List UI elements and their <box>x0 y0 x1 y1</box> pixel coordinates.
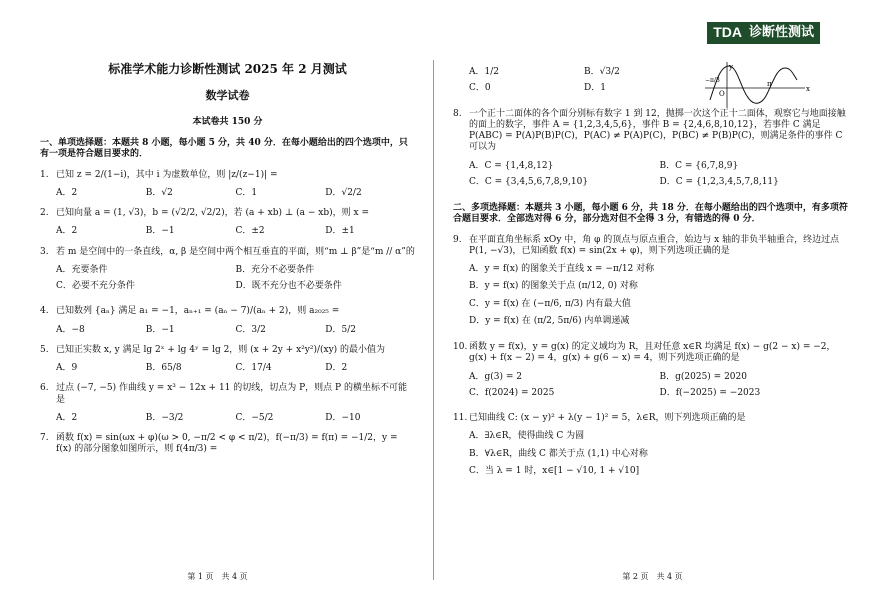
graph-label-y: y <box>729 63 733 71</box>
question-number: 8. <box>453 108 462 119</box>
badge-brand: TDA <box>708 23 747 43</box>
option-c: C．0 <box>469 83 491 94</box>
option-b: B．√2 <box>145 187 173 198</box>
option-d: D．√2/2 <box>325 187 362 198</box>
question-11 <box>453 413 850 424</box>
question-number: 4. <box>40 306 49 317</box>
option-c: C．±2 <box>235 226 265 237</box>
option-d: D．2 <box>325 363 348 373</box>
question-number: 2. <box>40 208 49 218</box>
option-b: B．√3/2 <box>584 67 620 77</box>
option-b: B．−3/2 <box>145 412 184 423</box>
question-7 <box>40 433 415 456</box>
option-c: C．3/2 <box>235 324 266 335</box>
option-a: A．∃λ∈R，使得曲线 C 为圆 <box>469 431 585 442</box>
page-footer-1: 第 1 页 共 4 页 <box>187 572 248 581</box>
question-4 <box>40 306 415 317</box>
question-number: 6. <box>40 383 49 394</box>
question-number: 10. <box>453 342 468 352</box>
option-a: A．g(3) = 2 <box>469 371 522 382</box>
option-d: D．f(−2025) = −2023 <box>659 387 761 398</box>
option-a: A．C = {1,4,8,12} <box>469 160 554 171</box>
question-text: 已知 z = 2/(1−i)，其中 i 为虚数单位，则 |z/(z−1)| = <box>56 169 278 180</box>
section-single-choice: 一、单项选择题：本题共 8 小题，每小题 5 分，共 40 分．在每小题给出的四个选项中，只有一项是符合题目要求的． <box>40 138 408 160</box>
question-text: 函数 y = f(x)，y = g(x) 的定义域均为 R，且对任意 x∈R 均满足 f(x) − g(2 − x) = −2，g(x) + f(x − 2) = 4，g(x) + g(6 − x) = 4，则下列选项正确的是 <box>469 342 836 364</box>
option-a: A．−8 <box>56 324 85 335</box>
question-text: 已知数列 {aₙ} 满足 a₁ = −1，aₙ₊₁ = (aₙ − 7)/(aₙ + 2)，则 a₂₀₂₅ = <box>56 306 340 317</box>
option-c: C．y = f(x) 在 (−π/6, π/3) 内有最大值 <box>469 298 631 309</box>
question-number: 5. <box>40 344 49 355</box>
option-a: A．1/2 <box>469 67 499 77</box>
option-d: D．5/2 <box>325 324 356 335</box>
question-text: 过点 (−7, −5) 作曲线 y = x³ − 12x + 11 的切线，切点为 P，则点 P 的横坐标不可能是 <box>56 383 407 405</box>
option-c: C．当 λ = 1 时，x∈[1 − √10, 1 + √10] <box>469 465 640 476</box>
option-c: C．17/4 <box>235 363 272 373</box>
option-b: B．C = {6,7,8,9} <box>659 160 739 171</box>
options-11 <box>469 431 850 483</box>
page-footer-2: 第 2 页 共 4 页 <box>622 572 683 581</box>
option-a: A．充要条件 <box>56 264 108 275</box>
option-c: C．C = {3,4,5,6,7,8,9,10} <box>469 176 589 187</box>
total-score: 本试卷共 150 分 <box>192 116 263 127</box>
option-a: A．y = f(x) 的图象关于直线 x = −π/12 对称 <box>469 264 655 274</box>
option-b: B．∀λ∈R，曲线 C 都关于点 (1,1) 中心对称 <box>469 448 648 459</box>
option-b: B．65/8 <box>145 363 182 373</box>
graph-label-origin: O <box>719 90 725 98</box>
options-9 <box>469 264 850 333</box>
section-multi-choice: 二、多项选择题：本题共 3 小题，每小题 6 分，共 18 分．在每小题给出的四个选项中，有多项符合题目要求．全部选对得 6 分，部分选对但不全得 3 分，有错选的得 0 分． <box>453 203 848 225</box>
question-text: 在平面直角坐标系 xOy 中，角 φ 的顶点与原点重合，始边与 x 轴的非负半轴重合，终边过点 P(1, −√3)，已知函数 f(x) = sin(2x + φ)，则下列选项正确的是 <box>469 234 840 256</box>
question-6 <box>40 383 415 406</box>
option-a: A．2 <box>56 226 78 237</box>
question-2 <box>40 208 415 219</box>
option-d: D．±1 <box>325 226 355 237</box>
options-4 <box>56 325 415 336</box>
option-b: B．y = f(x) 的图象关于点 (π/12, 0) 对称 <box>469 281 638 292</box>
option-c: C．−5/2 <box>235 412 274 423</box>
option-c: C．1 <box>235 187 258 198</box>
question-text: 一个正十二面体的各个面分别标有数字 1 到 12，抛掷一次这个正十二面体，观察它与地面接触的面上的数字，事件 A = {1,2,3,4,5,6}，事件 B = {2,4,6,8,10,12}，若事件 C 满足 P(ABC) = P(A)P(B)P(C)，P(AC) ≠ P(A)P(C)，P(BC) ≠ P(B)P(C)，则满足条件的事件 C 可以为 <box>469 108 846 153</box>
option-d: D．−10 <box>325 412 361 423</box>
option-c: C．必要不充分条件 <box>56 281 135 291</box>
exam-title: 标准学术能力诊断性测试 2025 年 2 月测试 <box>108 62 347 76</box>
question-text: 已知正实数 x, y 满足 lg 2ˣ + lg 4ʸ = lg 2，则 (x + 2y + x²y²)/(xy) 的最小值为 <box>56 344 386 355</box>
options-8 <box>469 161 850 194</box>
badge-text: 诊断性测试 <box>747 23 819 43</box>
graph-label-neg: −π/3 <box>705 77 720 84</box>
option-b: B．充分不必要条件 <box>235 264 315 275</box>
option-d: D．C = {1,2,3,4,5,7,8,11} <box>659 176 779 187</box>
question-number: 7. <box>40 433 49 443</box>
option-a: A．2 <box>56 412 78 423</box>
options-10 <box>469 372 850 405</box>
options-5 <box>56 363 415 374</box>
question-number: 1. <box>40 169 49 180</box>
option-d: D．既不充分也不必要条件 <box>235 281 342 291</box>
question-1 <box>40 170 415 181</box>
exam-subtitle: 数学试卷 <box>205 89 250 102</box>
options-3 <box>56 265 415 298</box>
question-number: 9. <box>453 234 462 245</box>
options-2 <box>56 226 415 237</box>
options-7 <box>469 67 699 100</box>
option-b: B．−1 <box>145 226 175 237</box>
question-text: 已知曲线 C: (x − y)² + λ(y − 1)² = 5，λ∈R，则下列选项正确的是 <box>469 413 746 423</box>
graph-label-pi: π <box>767 80 772 88</box>
question-8 <box>453 109 850 154</box>
option-c: C．f(2024) = 2025 <box>469 387 555 398</box>
question-number: 11. <box>453 413 468 423</box>
question-text: 已知向量 a = (1, √3)，b = (√2/2, √2/2)，若 (a + xb) ⊥ (a − xb)，则 x = <box>56 208 369 218</box>
option-d: D．1 <box>584 83 606 94</box>
question-10 <box>453 342 850 365</box>
option-d: D．y = f(x) 在 (π/2, 5π/6) 内单调递减 <box>469 315 630 326</box>
page-2 <box>435 0 870 612</box>
question-number: 3. <box>40 246 49 257</box>
question-text: 函数 f(x) = sin(ωx + φ)(ω > 0, −π/2 < φ < π/2)，f(−π/3) = f(π) = −1/2，y = f(x) 的部分图象如图所示，则 f(4π/3) = <box>56 433 398 455</box>
question-5 <box>40 345 415 356</box>
sine-graph <box>705 60 815 110</box>
option-b: B．g(2025) = 2020 <box>659 371 747 382</box>
option-a: A．9 <box>56 363 78 373</box>
option-a: A．2 <box>56 187 78 198</box>
options-1 <box>56 188 415 199</box>
option-b: B．−1 <box>145 324 175 335</box>
question-9 <box>453 235 850 258</box>
options-6 <box>56 413 415 424</box>
graph-label-x: x <box>806 85 810 93</box>
question-text: 若 m 是空间中的一条直线，α, β 是空间中两个相互垂直的平面，则“m ⊥ β”是“m // α”的 <box>56 246 415 257</box>
question-3 <box>40 247 415 258</box>
